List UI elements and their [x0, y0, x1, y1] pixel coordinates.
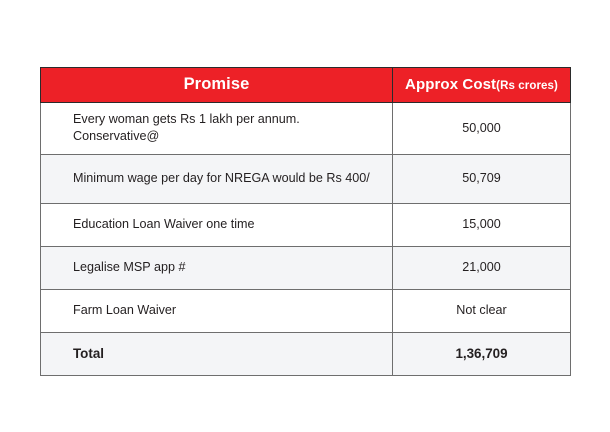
total-label-cell: Total — [41, 332, 393, 375]
promise-cell: Every woman gets Rs 1 lakh per annum. Conservative@ — [41, 103, 393, 155]
column-header-cost-unit: (Rs crores) — [496, 79, 558, 92]
column-header-approx-cost — [393, 68, 571, 103]
cost-cell: 21,000 — [393, 246, 571, 289]
table-body — [41, 103, 571, 376]
table-row — [41, 246, 571, 289]
cost-cell: 15,000 — [393, 203, 571, 246]
cost-cell: Not clear — [393, 289, 571, 332]
promise-cell: Farm Loan Waiver — [41, 289, 393, 332]
table-row — [41, 154, 571, 203]
promise-cell: Minimum wage per day for NREGA would be Rs 400/ — [41, 154, 393, 203]
table-row — [41, 289, 571, 332]
cost-cell: 50,709 — [393, 154, 571, 203]
table-row — [41, 203, 571, 246]
table-row-total — [41, 332, 571, 375]
column-header-promise — [41, 68, 393, 103]
table-header-row — [41, 68, 571, 103]
column-header-promise-label: Promise — [183, 75, 250, 93]
column-header-cost-label: Approx Cost — [405, 75, 497, 93]
total-value-cell: 1,36,709 — [393, 332, 571, 375]
promise-cell: Legalise MSP app # — [41, 246, 393, 289]
promise-cost-table — [40, 67, 571, 376]
table-row — [41, 103, 571, 155]
table-header — [41, 68, 571, 103]
promise-cell: Education Loan Waiver one time — [41, 203, 393, 246]
cost-cell: 50,000 — [393, 103, 571, 155]
